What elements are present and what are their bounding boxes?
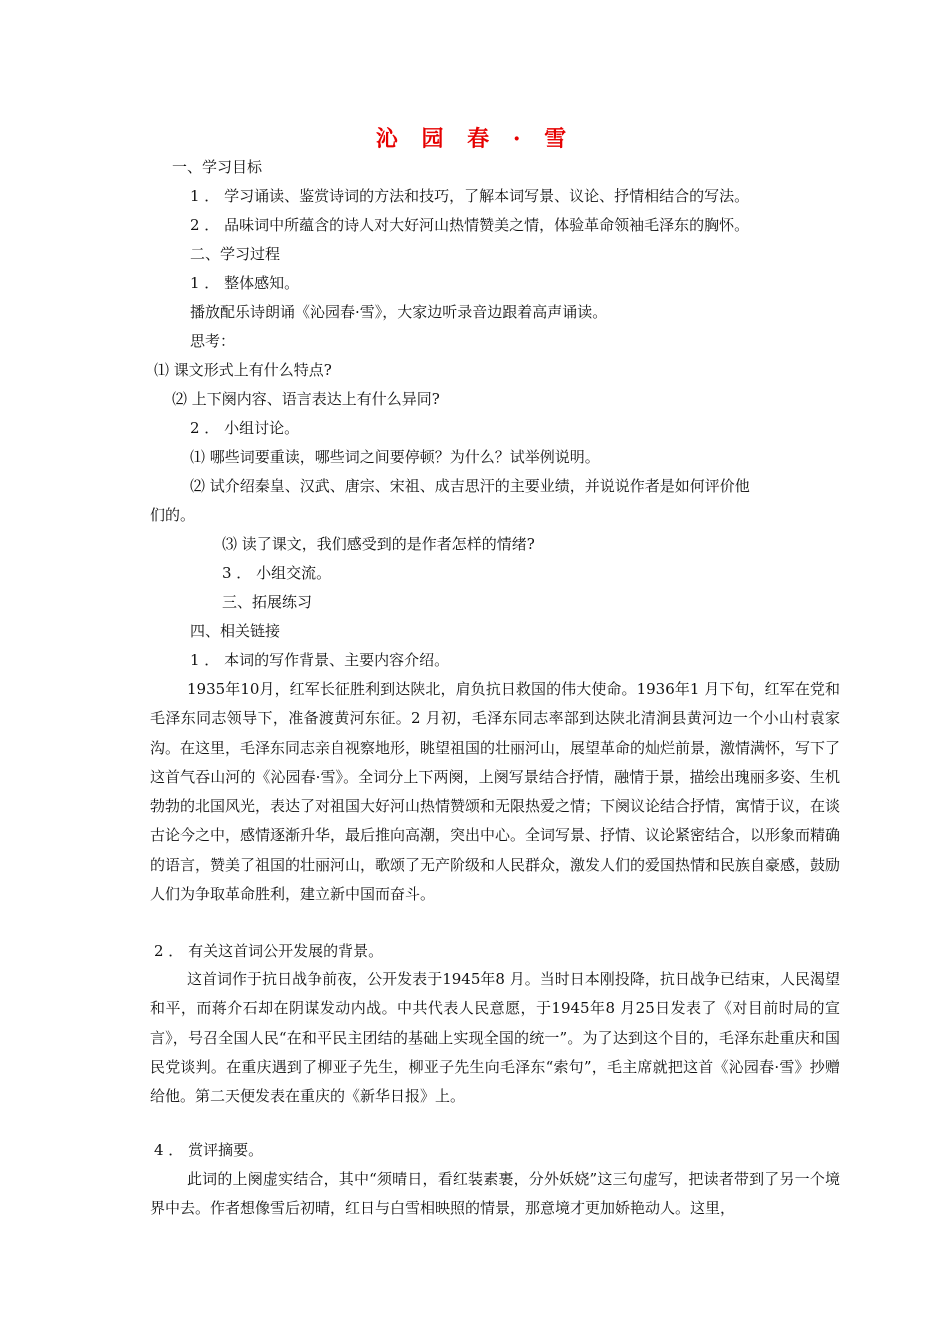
discussion-question-3: ⑶ 读了课文，我们感受到的是作者怎样的情绪?: [222, 535, 535, 553]
link-item-1: 1 ． 本词的写作背景、主要内容介绍。: [190, 651, 450, 669]
think-question-2: ⑵ 上下阕内容、语言表达上有什么异同?: [172, 390, 440, 408]
link-item-4: 4 ． 赏评摘要。: [154, 1141, 264, 1159]
discussion-question-2-cont: 们的。: [150, 506, 196, 524]
process-step-1-text: 播放配乐诗朗诵《沁园春·雪》，大家边听录音边跟着高声诵读。: [190, 303, 608, 321]
section-heading-exercise: 三、拓展练习: [222, 593, 313, 611]
link-item-2: 2 ． 有关这首词公开发展的背景。: [154, 942, 384, 960]
think-question-1: ⑴ 课文形式上有什么特点?: [154, 361, 332, 379]
background-paragraph: 1935年10月，红军长征胜利到达陕北，肩负抗日救国的伟大使命。1936年1 月下旬，红军在党和毛泽东同志领导下，准备渡黄河东征。2 月初，毛泽东同志率部到达陕北清涧县黄河边一个小山村袁家沟。在这里，毛泽东同志亲自视察地形，眺望祖国的壮丽河山，展望革命的灿烂前景，激情满怀，写下了这首气吞山河的《沁园春·雪》。全词分上下两阕，上阕写景结合抒情，融情于景，描绘出瑰丽多姿、生机勃勃的北国风光，表达了对祖国大好河山热情赞颂和无限热爱之情；下阕议论结合抒情，寓情于议，在谈古论今之中，感情逐渐升华，最后推向高潮，突出中心。全词写景、抒情、议论紧密结合，以形象而精确的语言，赞美了祖国的壮丽河山，歌颂了无产阶级和人民群众，激发人们的爱国热情和民族自豪感，鼓励人们为争取革命胜利，建立新中国而奋斗。: [150, 680, 841, 904]
objective-item-1: 1 ． 学习诵读、鉴赏诗词的方法和技巧，了解本词写景、议论、抒情相结合的写法。: [190, 187, 750, 205]
section-heading-objectives: 一、学习目标: [172, 158, 263, 176]
process-step-3: 3 ． 小组交流。: [222, 564, 332, 582]
document-title: 沁 园 春 · 雪: [375, 126, 575, 152]
discussion-question-2: ⑵ 试介绍秦皇、汉武、唐宗、宋祖、成吉思汗的主要业绩，并说说作者是如何评价他: [190, 477, 750, 495]
objective-item-2: 2 ． 品味词中所蕴含的诗人对大好河山热情赞美之情，体验革命领袖毛泽东的胸怀。: [190, 216, 750, 234]
discussion-question-1: ⑴ 哪些词要重读，哪些词之间要停顿？为什么？试举例说明。: [190, 448, 600, 466]
review-paragraph: 此词的上阕虚实结合，其中“须晴日，看红装素裹，分外妖娆”这三句虚写，把读者带到了另一个境界中去。作者想像雪后初晴，红日与白雪相映照的情景，那意境才更加娇艳动人。这里，: [150, 1170, 840, 1218]
section-heading-process: 二、学习过程: [190, 245, 281, 263]
process-step-1: 1 ． 整体感知。: [190, 274, 300, 292]
publication-paragraph: 这首词作于抗日战争前夜，公开发表于1945年8 月。当时日本刚投降，抗日战争已结束，人民渴望和平，而蒋介石却在阴谋发动内战。中共代表人民意愿，于1945年8 月25日发表了《对目前时局的宣言》，号召全国人民“在和平民主团结的基础上实现全国的统一”。为了达到这个目的，毛泽东赴重庆和国民党谈判。在重庆遇到了柳亚子先生，柳亚子先生向毛泽东“索句”，毛主席就把这首《沁园春·雪》抄赠给他。第二天便发表在重庆的《新华日报》上。: [150, 970, 840, 1106]
section-heading-links: 四、相关链接: [190, 622, 281, 640]
think-label: 思考：: [190, 332, 236, 350]
process-step-2: 2 ． 小组讨论。: [190, 419, 300, 437]
